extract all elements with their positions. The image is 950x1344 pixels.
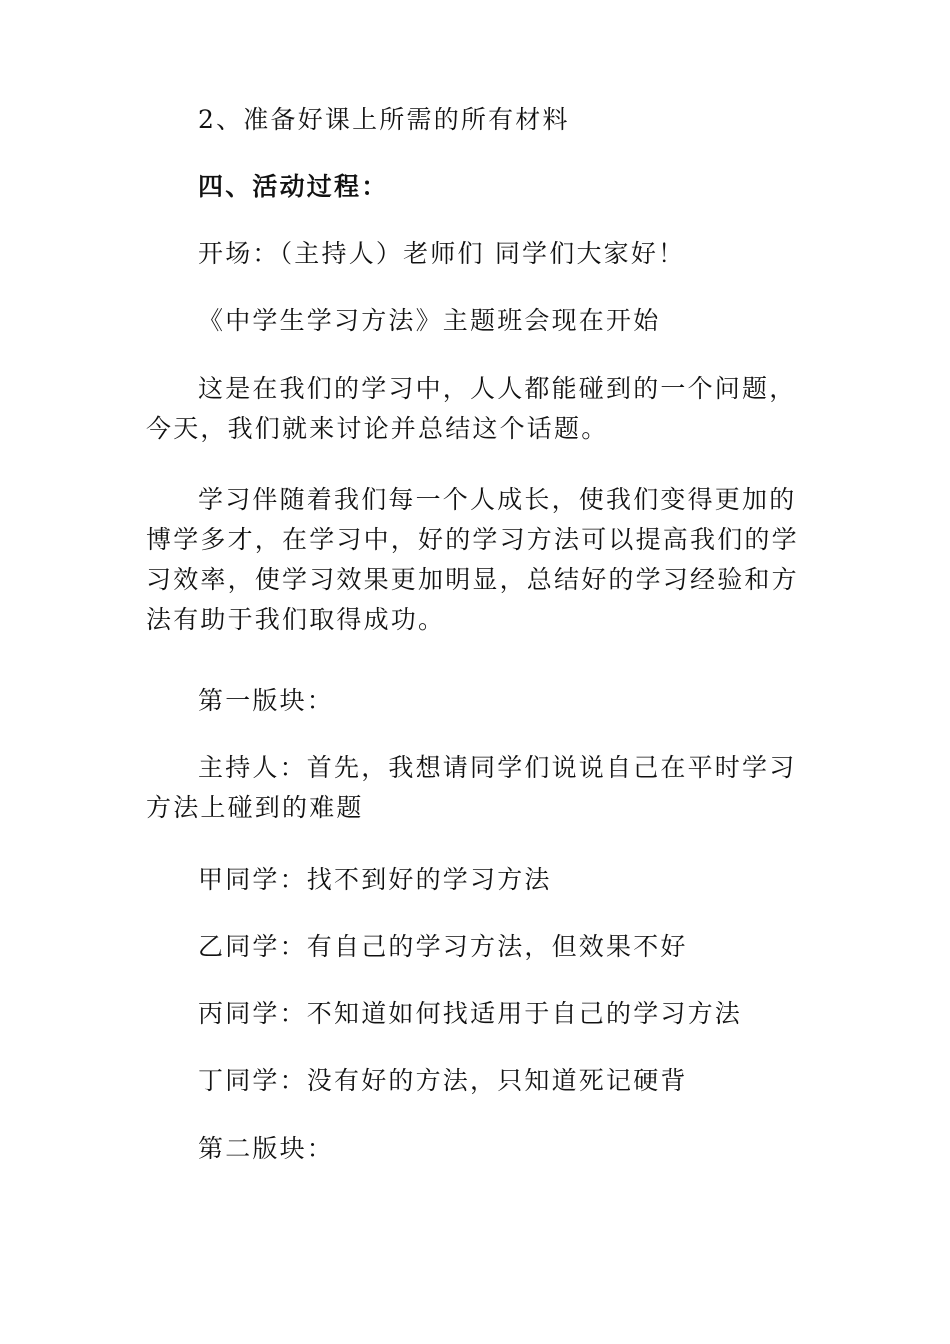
student-b-line: 乙同学：有自己的学习方法，但效果不好: [198, 932, 688, 961]
intro-paragraph-2: 学习伴随着我们每一个人成长，使我们变得更加的博学多才，在学习中，好的学习方法可以提高我们的学习效率，使学习效果更加明显，总结好的学习经验和方法有助于我们取得成功。: [146, 485, 799, 634]
part-1-heading: 第一版块：: [198, 686, 335, 715]
intro-paragraph-1: 这是在我们的学习中，人人都能碰到的一个问题，今天，我们就来讨论并总结这个话题。: [146, 374, 797, 443]
part-2-heading: 第二版块：: [198, 1134, 335, 1163]
theme-start-line: 《中学生学习方法》主题班会现在开始: [198, 306, 661, 335]
host-question: 主持人：首先，我想请同学们说说自己在平时学习方法上碰到的难题: [146, 753, 797, 822]
opening-line: 开场：（主持人）老师们 同学们大家好！: [198, 239, 686, 268]
student-c-line: 丙同学：不知道如何找适用于自己的学习方法: [198, 999, 743, 1028]
student-d-line: 丁同学：没有好的方法，只知道死记硬背: [198, 1066, 688, 1095]
prep-item-2: 2、准备好课上所需的所有材料: [198, 105, 570, 134]
section-4-heading: 四、活动过程：: [198, 172, 389, 201]
student-a-line: 甲同学：找不到好的学习方法: [198, 865, 552, 894]
